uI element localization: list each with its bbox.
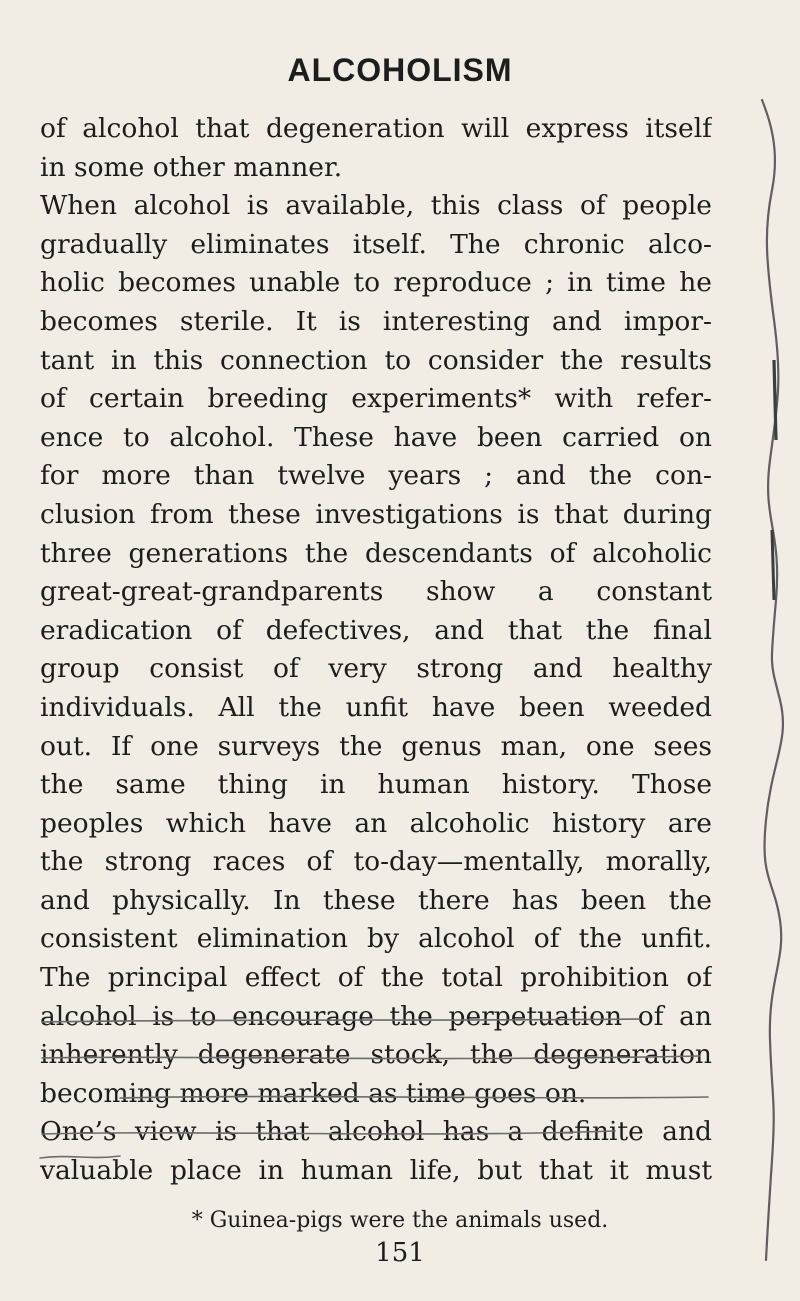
- text-line: great-great-grandparents show a constant: [40, 576, 712, 608]
- text-line: eradication of defectives, and that the final: [40, 614, 712, 646]
- text-line: the same thing in human history. Those: [40, 769, 712, 801]
- page-number: 151: [375, 1238, 425, 1268]
- text-line: becomes sterile. It is interesting and impor-: [40, 305, 712, 337]
- text-line: consistent elimination by alcohol of the unfit.: [40, 923, 712, 955]
- text-line: in some other manner.: [40, 151, 343, 183]
- footnote: * Guinea-pigs were the animals used.: [191, 1208, 609, 1233]
- text-line: three generations the descendants of alcoholic: [40, 537, 712, 569]
- running-head: ALCOHOLISM: [287, 52, 513, 88]
- text-line: When alcohol is available, this class of people: [40, 190, 712, 222]
- text-line: becoming more marked as time goes on.: [40, 1077, 587, 1109]
- text-line: clusion from these investigations is that during: [40, 498, 712, 530]
- text-line: valuable place in human life, but that it must: [40, 1155, 712, 1187]
- text-line: peoples which have an alcoholic history are: [40, 807, 712, 839]
- text-line: gradually eliminates itself. The chronic alco-: [40, 228, 712, 260]
- text-line: ence to alcohol. These have been carried on: [40, 421, 712, 453]
- text-line: holic becomes unable to reproduce ; in time he: [40, 267, 712, 299]
- text-line: the strong races of to-day—mentally, morally,: [40, 846, 712, 878]
- text-line: One’s view is that alcohol has a definite and: [40, 1116, 712, 1148]
- body-text: [40, 110, 712, 1191]
- margin-pencil-line: [710, 60, 800, 1300]
- text-line: for more than twelve years ; and the con-: [40, 460, 712, 492]
- text-line: inherently degenerate stock, the degeneration: [40, 1039, 712, 1071]
- text-line: of alcohol that degeneration will express itself: [40, 113, 712, 144]
- text-line: tant in this connection to consider the results: [40, 344, 712, 376]
- text-line: of certain breeding experiments* with refer-: [40, 383, 712, 415]
- text-line: The principal effect of the total prohibition of: [40, 962, 712, 994]
- text-line: group consist of very strong and healthy: [40, 653, 712, 685]
- text-line: individuals. All the unfit have been weeded: [40, 691, 712, 723]
- text-line: alcohol is to encourage the perpetuation of an: [40, 1000, 712, 1032]
- text-line: and physically. In these there has been the: [40, 884, 712, 916]
- text-line: out. If one surveys the genus man, one sees: [40, 730, 712, 762]
